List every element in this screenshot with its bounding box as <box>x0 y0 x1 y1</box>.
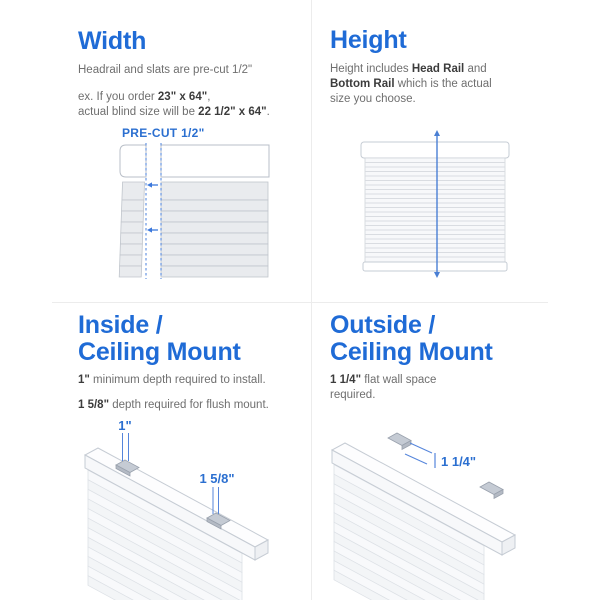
inside-mount-section <box>78 312 308 413</box>
headrail-main-piece <box>161 145 269 177</box>
cut-arrow-icon <box>147 182 158 187</box>
bottom-rail <box>363 262 507 271</box>
arrow-up-icon <box>434 130 440 136</box>
bracket1-label: 1" <box>118 418 132 433</box>
depth-measure-158in <box>213 487 219 514</box>
height-description: Height includes Head Rail and Bottom Rail which is the actual size you choose. <box>330 63 492 105</box>
depth-measure-1in <box>123 433 129 461</box>
outside-mount-title: Outside / Ceiling Mount <box>330 311 493 366</box>
vertical-divider <box>311 0 312 600</box>
width-section <box>78 28 303 120</box>
inside-depth-text: 1" minimum depth required to install. <box>78 374 266 386</box>
wall-bracket <box>388 433 411 450</box>
horizontal-divider <box>52 302 548 303</box>
width-subtitle: Headrail and slats are pre-cut 1/2" <box>78 64 253 76</box>
slat-area <box>365 158 505 262</box>
width-precut-diagram <box>112 140 308 290</box>
wall-bracket <box>480 482 503 499</box>
wall-space-measure <box>405 443 435 468</box>
outside-mount-diagram <box>318 420 588 600</box>
inside-flush-text: 1 5/8" depth required for flush mount. <box>78 399 269 411</box>
width-example-text: ex. If you order 23" x 64", actual blind size will be 22 1/2" x 64". <box>78 91 270 118</box>
bracket2-label: 1 5/8" <box>199 471 235 486</box>
height-title: Height <box>330 26 407 54</box>
inside-mount-diagram <box>60 415 305 600</box>
height-diagram <box>348 126 520 286</box>
cut-arrow-icon <box>147 227 158 232</box>
head-rail <box>361 142 509 158</box>
inside-mount-title: Inside / Ceiling Mount <box>78 311 241 366</box>
cut-slat-stack <box>119 182 144 277</box>
outside-mount-section <box>330 312 560 403</box>
height-section <box>330 27 515 107</box>
arrow-down-icon <box>434 272 440 278</box>
wall-space-label: 1 1/4" <box>441 454 477 469</box>
outside-space-text: 1 1/4" flat wall space required. <box>330 374 437 401</box>
width-title: Width <box>78 27 147 55</box>
precut-label: PRE-CUT 1/2" <box>122 126 205 140</box>
main-slat-stack <box>161 182 268 277</box>
headrail-cut-piece <box>120 145 146 177</box>
